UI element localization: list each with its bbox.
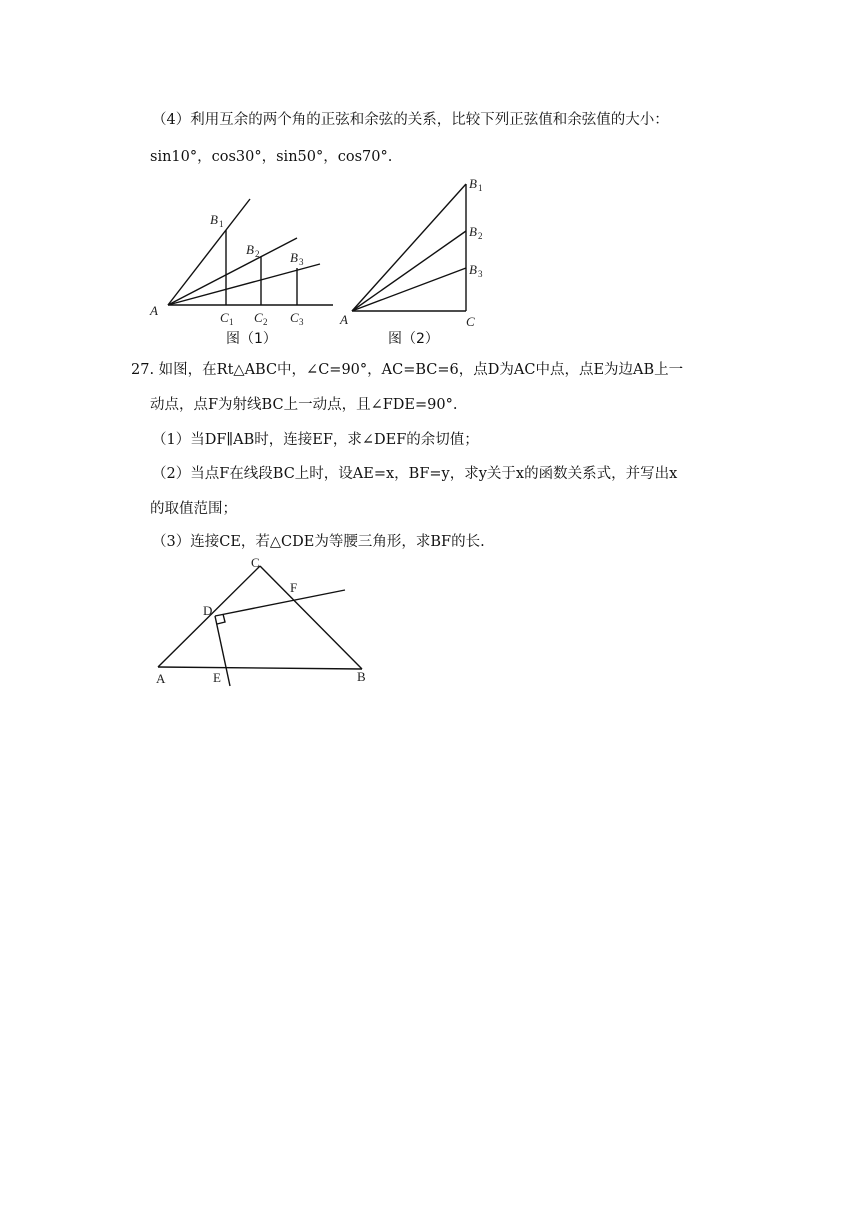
- fig1-caption: 图（1）: [226, 331, 277, 347]
- q27-line1: 27. 如图，在Rt△ABC中，∠C=90°，AC=BC=6，点D为AC中点，点E为边AB上一: [131, 362, 684, 378]
- fig3-label-d: D: [203, 603, 213, 618]
- fig2-label-c: C: [466, 314, 475, 329]
- figure-1: [140, 176, 340, 348]
- fig1-ray-b1: [168, 199, 250, 305]
- fig1-label-b2: B: [246, 242, 254, 257]
- fig2-ray-b1: [352, 184, 466, 311]
- fig1-label-b3-sub: 3: [299, 257, 304, 267]
- fig1-label-c1-sub: 1: [229, 317, 234, 327]
- figure-3: [148, 554, 380, 688]
- fig1-label-c2-sub: 2: [263, 317, 268, 327]
- q26-part4-line2: sin10°，cos30°，sin50°，cos70°.: [150, 149, 393, 165]
- fig3-ab: [158, 667, 362, 669]
- fig1-label-b1-sub: 1: [219, 219, 224, 229]
- fig1-ray-b2: [168, 238, 297, 305]
- fig1-label-c2: C: [254, 310, 263, 325]
- fig2-label-a: A: [340, 312, 348, 327]
- fig1-label-c3: C: [290, 310, 299, 325]
- q26-part4-line1: （4）利用互余的两个角的正弦和余弦的关系，比较下列正弦值和余弦值的大小：: [152, 112, 669, 128]
- fig1-label-a: A: [150, 303, 158, 318]
- fig2-caption: 图（2）: [388, 331, 439, 347]
- fig2-label-b1: B: [469, 176, 477, 191]
- figure-2: [334, 176, 494, 348]
- fig1-label-c3-sub: 3: [299, 317, 304, 327]
- fig3-label-a: A: [156, 671, 166, 686]
- q27-line2: 动点，点F为射线BC上一动点，且∠FDE=90°.: [150, 397, 458, 413]
- fig2-label-b1-sub: 1: [478, 183, 483, 193]
- fig3-df-ray: [215, 590, 345, 616]
- fig3-label-c: C: [251, 555, 260, 570]
- fig3-label-b: B: [357, 669, 366, 684]
- fig2-ray-b3: [352, 268, 466, 311]
- fig3-bc: [260, 566, 362, 669]
- fig2-label-b2-sub: 2: [478, 231, 483, 241]
- fig2-label-b3-sub: 3: [478, 269, 483, 279]
- q27-part3: （3）连接CE，若△CDE为等腰三角形，求BF的长.: [152, 534, 485, 550]
- fig3-label-f: F: [290, 580, 298, 595]
- fig2-label-b3: B: [469, 262, 477, 277]
- q27-part2b: 的取值范围；: [150, 501, 237, 517]
- fig1-label-b3: B: [290, 250, 298, 265]
- fig1-label-b2-sub: 2: [255, 249, 260, 259]
- q27-part1: （1）当DF∥AB时，连接EF，求∠DEF的余切值；: [152, 432, 479, 448]
- fig3-label-e: E: [213, 670, 221, 685]
- q27-part2a: （2）当点F在线段BC上时，设AE=x，BF=y，求y关于x的函数关系式，并写出x: [152, 466, 678, 482]
- fig1-label-c1: C: [220, 310, 229, 325]
- fig2-label-b2: B: [469, 224, 477, 239]
- fig1-label-b1: B: [210, 212, 218, 227]
- fig2-ray-b2: [352, 231, 466, 311]
